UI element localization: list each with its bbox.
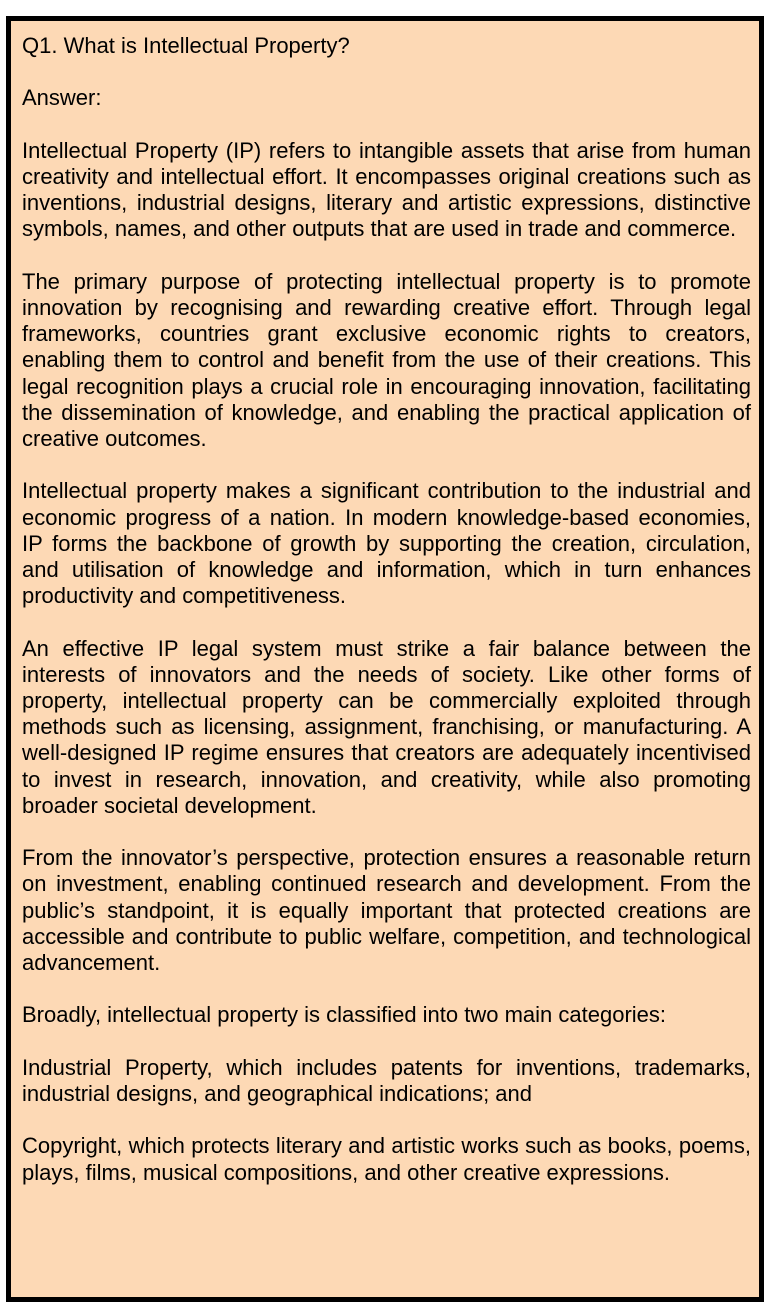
paragraph-copyright: Copyright, which protects literary and artistic works such as books, poems, plays, films, musical compositions, and other creative expressions.: [22, 1133, 751, 1185]
answer-label: Answer:: [22, 85, 102, 111]
paragraph-purpose: The primary purpose of protecting intellectual property is to promote innovation by recognising and rewarding creative effort. Through legal frameworks, countries grant exclusive economic rights to creators, enabling them to control and benefit from the use of their creations. This legal recognition plays a crucial role in encouraging innovation, facilitating the dissemination of knowledge, and enabling the practical application of creative outcomes.: [22, 268, 751, 451]
paragraph-legal-balance: An effective IP legal system must strike a fair balance between the interests of innovators and the needs of society. Like other forms of property, intellectual property can be commercially exploited through methods such as licensing, assignment, franchising, or manufacturing. A well-designed IP regime ensures that creators are adequately incentivised to invest in research, innovation, and creativity, while also promoting broader societal development.: [22, 635, 751, 818]
paragraph-industrial-property: Industrial Property, which includes patents for inventions, trademarks, industrial designs, and geographical indications; and: [22, 1054, 751, 1106]
paragraph-classification-intro: Broadly, intellectual property is classified into two main categories:: [22, 1002, 667, 1028]
paragraph-perspectives: From the innovator’s perspective, protection ensures a reasonable return on investment, enabling continued research and development. From the public’s standpoint, it is equally important that protected creations are accessible and contribute to public welfare, competition, and technological advancement.: [22, 845, 751, 976]
paragraph-definition: Intellectual Property (IP) refers to intangible assets that arise from human creativity and intellectual effort. It encompasses original creations such as inventions, industrial designs, literary and artistic expressions, distinctive symbols, names, and other outputs that are used in trade and commerce.: [22, 137, 751, 242]
question-heading: Q1. What is Intellectual Property?: [22, 33, 350, 58]
answer-content: [22, 33, 751, 1212]
answer-card: [6, 16, 764, 1302]
paragraph-economic-contribution: Intellectual property makes a significant contribution to the industrial and economic progress of a nation. In modern knowledge-based economies, IP forms the backbone of growth by supporting the creation, circulation, and utilisation of knowledge and information, which in turn enhances productivity and competitiveness.: [22, 478, 751, 609]
